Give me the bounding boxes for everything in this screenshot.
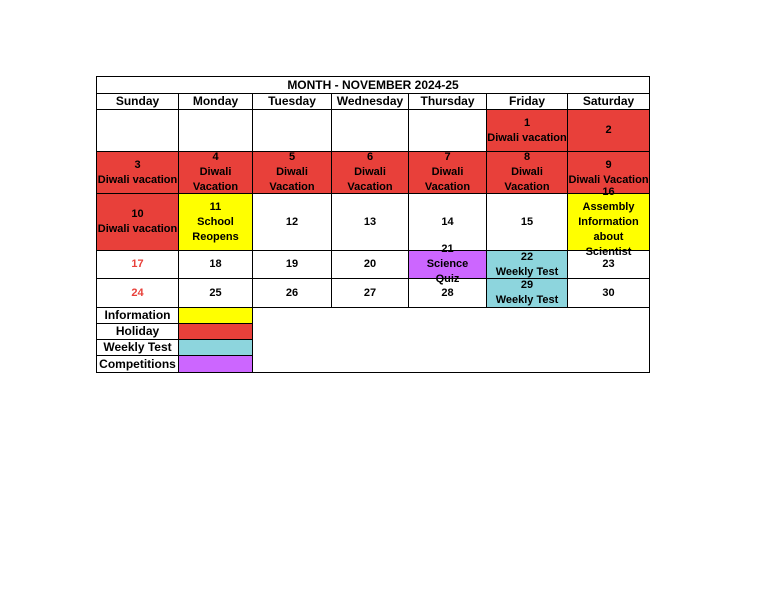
day-number: 23 xyxy=(602,258,615,270)
legend-swatch-holiday xyxy=(179,324,253,340)
day-number: 28 xyxy=(441,286,454,299)
day-number: 14 xyxy=(441,215,454,228)
day-cell xyxy=(96,194,179,251)
day-number: 27 xyxy=(363,286,377,299)
day-number: 13 xyxy=(363,215,377,228)
weekday-label: Wednesday xyxy=(336,94,404,108)
event-label: Diwali Vacation xyxy=(568,173,649,186)
event-label: School Reopens xyxy=(192,215,239,243)
legend-swatch-information xyxy=(179,308,253,324)
day-cell xyxy=(179,251,253,279)
day-number: 16 xyxy=(602,185,615,198)
weekday-header-friday xyxy=(487,94,568,110)
event-label: Diwali vacation xyxy=(97,223,178,235)
day-number: 18 xyxy=(209,258,222,270)
day-cell xyxy=(332,194,409,251)
day-cell xyxy=(253,279,332,308)
day-cell xyxy=(332,152,409,194)
day-number: 5 xyxy=(288,151,296,163)
day-cell xyxy=(487,110,568,152)
legend-label-competitions xyxy=(96,356,179,373)
weekday-label: Sunday xyxy=(115,94,160,108)
day-number: 7 xyxy=(444,151,451,163)
day-number: 11 xyxy=(209,200,222,213)
day-number: 2 xyxy=(605,124,612,136)
day-number: 29 xyxy=(520,279,534,291)
day-cell xyxy=(332,251,409,279)
day-number: 24 xyxy=(131,286,144,299)
day-cell xyxy=(332,279,409,308)
day-cell xyxy=(253,194,332,251)
event-label: Diwali Vacation xyxy=(269,166,315,193)
day-cell xyxy=(179,152,253,194)
day-number: 21 xyxy=(441,243,454,255)
day-number: 20 xyxy=(363,258,377,270)
legend-label-text: Information xyxy=(104,308,171,322)
day-cell xyxy=(332,110,409,152)
day-number: 10 xyxy=(131,208,144,220)
day-cell xyxy=(409,243,487,285)
weekday-header-wednesday xyxy=(332,94,409,110)
day-number: 8 xyxy=(523,151,531,163)
weekday-header-monday xyxy=(179,94,253,110)
legend-label-text: Competitions xyxy=(99,356,176,371)
day-cell xyxy=(487,194,568,251)
day-number: 25 xyxy=(209,286,222,299)
weekday-label: Thursday xyxy=(420,94,475,108)
day-cell xyxy=(96,110,179,152)
day-cell xyxy=(179,110,253,152)
day-number: 15 xyxy=(520,215,534,228)
event-label: Diwali Vacation xyxy=(192,166,239,193)
legend-label-text: Weekly Test xyxy=(103,340,172,354)
weekday-header-saturday xyxy=(568,94,650,110)
day-cell xyxy=(253,152,332,194)
event-label: Diwali Vacation xyxy=(504,166,550,193)
legend-swatch-competitions xyxy=(179,356,253,373)
day-number: 1 xyxy=(523,116,531,129)
day-number: 30 xyxy=(602,286,615,299)
event-label: Weekly Test xyxy=(495,265,559,278)
weekday-label: Tuesday xyxy=(268,94,316,108)
day-cell xyxy=(409,110,487,152)
day-cell xyxy=(568,251,650,279)
day-cell xyxy=(568,279,650,308)
day-cell xyxy=(487,251,568,279)
day-cell xyxy=(568,110,650,152)
event-label: Assembly Information about Scientist xyxy=(578,200,639,258)
event-label: Science Quiz xyxy=(426,258,469,285)
day-number: 6 xyxy=(366,151,374,163)
day-cell xyxy=(96,152,179,194)
event-label: Diwali vacation xyxy=(97,173,178,186)
day-number: 4 xyxy=(212,151,219,163)
day-number: 17 xyxy=(131,258,144,270)
day-number: 22 xyxy=(520,250,534,263)
day-number: 9 xyxy=(605,158,612,171)
weekday-header-thursday xyxy=(409,94,487,110)
day-cell xyxy=(96,279,179,308)
calendar-table xyxy=(96,76,650,373)
day-cell xyxy=(409,279,487,308)
legend-blank-area xyxy=(253,308,650,373)
day-number: 12 xyxy=(285,215,299,228)
day-cell xyxy=(96,251,179,279)
weekday-header-sunday xyxy=(96,94,179,110)
day-cell xyxy=(179,194,253,251)
event-label: Diwali Vacation xyxy=(424,166,471,193)
day-number: 19 xyxy=(285,258,299,270)
weekday-label: Saturday xyxy=(582,94,635,108)
day-cell xyxy=(487,279,568,308)
legend-label-weekly-test xyxy=(96,340,179,356)
weekday-label: Monday xyxy=(192,94,239,108)
weekday-label: Friday xyxy=(508,94,545,108)
event-label: Diwali Vacation xyxy=(347,166,393,193)
day-cell xyxy=(487,152,568,194)
legend-swatch-weekly-test xyxy=(179,340,253,356)
event-label: Weekly Test xyxy=(495,294,559,306)
legend-label-information xyxy=(96,308,179,324)
day-cell xyxy=(253,110,332,152)
calendar-title-text: MONTH - NOVEMBER 2024-25 xyxy=(287,77,459,92)
weekday-header-tuesday xyxy=(253,94,332,110)
day-cell xyxy=(568,185,650,258)
calendar-title xyxy=(96,76,650,94)
day-cell xyxy=(409,152,487,194)
legend-label-text: Holiday xyxy=(115,324,160,338)
day-number: 26 xyxy=(285,286,299,299)
event-label: Diwali vacation xyxy=(487,131,567,144)
day-number: 3 xyxy=(134,158,141,171)
day-cell xyxy=(179,279,253,308)
day-cell xyxy=(253,251,332,279)
legend-label-holiday xyxy=(96,324,179,340)
